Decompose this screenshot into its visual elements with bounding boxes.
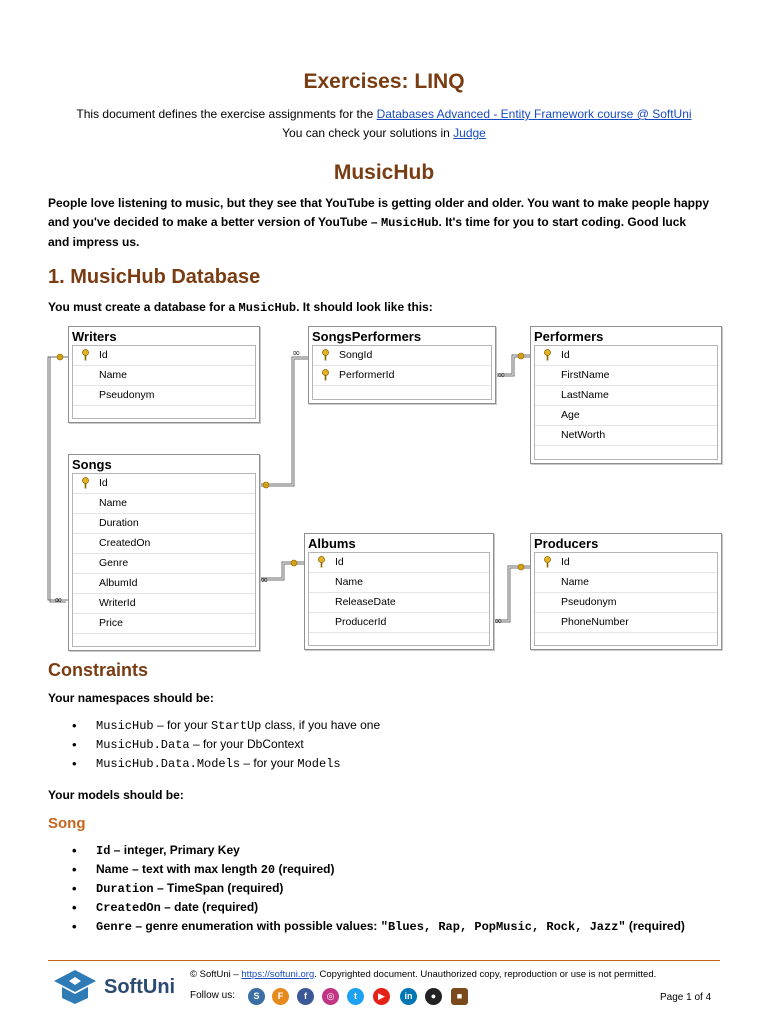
constraints-heading: Constraints bbox=[48, 660, 149, 680]
doc-title: Exercises: LINQ bbox=[303, 70, 465, 93]
column-row: AlbumId bbox=[73, 574, 255, 594]
column-row: Pseudonym bbox=[73, 386, 255, 406]
softuni-url-link[interactable]: https://softuni.org bbox=[241, 969, 315, 980]
list-item: • Duration – TimeSpan (required) bbox=[48, 879, 685, 898]
section-1-heading: 1. MusicHub Database bbox=[48, 266, 261, 288]
copyright-text: © SoftUni – https://softuni.org. Copyrighted document. Unauthorized copy, reproduction or use is not permitted. bbox=[190, 969, 657, 980]
key-icon bbox=[518, 353, 524, 359]
producer-album-line bbox=[492, 566, 530, 620]
youtube-icon[interactable]: ▶ bbox=[373, 988, 390, 1005]
key-icon bbox=[518, 564, 524, 570]
infinity-icon: ∞ bbox=[54, 595, 63, 606]
namespaces-list bbox=[48, 716, 380, 773]
column-row: Id bbox=[309, 553, 489, 573]
table-albums[interactable]: Albums Id Name ReleaseDate ProducerId bbox=[304, 533, 494, 650]
column-row: Id bbox=[73, 474, 255, 494]
list-item: • MusicHub.Data – for your DbContext bbox=[48, 735, 380, 754]
column-row: Name bbox=[535, 573, 717, 593]
footer-divider bbox=[48, 960, 720, 961]
section-1-text: You must create a database for a MusicHub. It should look like this: bbox=[48, 300, 433, 315]
column-row: Pseudonym bbox=[535, 593, 717, 613]
column-row: Name bbox=[73, 366, 255, 386]
song-properties-list bbox=[48, 841, 685, 936]
key-icon bbox=[263, 482, 269, 488]
musichub-heading: MusicHub bbox=[333, 161, 435, 184]
table-performers[interactable]: Performers Id FirstName LastName Age NetWorth bbox=[530, 326, 722, 464]
table-writers[interactable]: Writers Id Name Pseudonym bbox=[68, 326, 260, 423]
column-row: Genre bbox=[73, 554, 255, 574]
key-icon bbox=[291, 560, 297, 566]
twitter-icon[interactable]: t bbox=[347, 988, 364, 1005]
song-songperformer-line bbox=[258, 357, 308, 484]
infinity-icon: ∞ bbox=[494, 616, 503, 627]
blog-icon[interactable]: ■ bbox=[451, 988, 468, 1005]
softuni-logo-icon bbox=[52, 968, 98, 1006]
softuni-logo[interactable] bbox=[52, 968, 182, 1008]
para-line-1: People love listening to music, but they see that YouTube is getting older and older. You want to make people happy bbox=[48, 196, 709, 210]
facebook-icon[interactable]: f bbox=[297, 988, 314, 1005]
column-row: Name bbox=[73, 494, 255, 514]
follow-label: Follow us: bbox=[190, 990, 236, 1001]
column-row: FirstName bbox=[535, 366, 717, 386]
column-row: ReleaseDate bbox=[309, 593, 489, 613]
softuni-social-icon[interactable]: S bbox=[248, 988, 265, 1005]
list-item: • MusicHub.Data.Models – for your Models bbox=[48, 754, 380, 773]
column-row: Duration bbox=[73, 514, 255, 534]
intro-text: This document defines the exercise assignments for the bbox=[76, 107, 377, 121]
judge-link[interactable]: Judge bbox=[453, 126, 486, 140]
instagram-icon[interactable]: ◎ bbox=[322, 988, 339, 1005]
infinity-icon: ∞ bbox=[292, 348, 301, 359]
softuni-foundation-icon[interactable]: F bbox=[272, 988, 289, 1005]
column-row: CreatedOn bbox=[73, 534, 255, 554]
logo-text: SoftUni bbox=[104, 976, 176, 998]
list-item: • CreatedOn – date (required) bbox=[48, 898, 685, 917]
column-row: PerformerId bbox=[313, 366, 491, 386]
column-row: Price bbox=[73, 614, 255, 634]
list-item: • Name – text with max length 20 (required) bbox=[48, 860, 685, 879]
column-row: Id bbox=[535, 553, 717, 573]
list-item: • MusicHub – for your StartUp class, if you have one bbox=[48, 716, 380, 735]
list-item: • Id – integer, Primary Key bbox=[48, 841, 685, 860]
github-icon[interactable]: ● bbox=[425, 988, 442, 1005]
course-link[interactable]: Databases Advanced - Entity Framework course @ SoftUni bbox=[376, 107, 692, 121]
song-heading: Song bbox=[48, 815, 86, 832]
column-row: LastName bbox=[535, 386, 717, 406]
column-row: Name bbox=[309, 573, 489, 593]
intro-text-2: You can check your solutions in bbox=[282, 126, 454, 140]
column-row: SongId bbox=[313, 346, 491, 366]
column-row: NetWorth bbox=[535, 426, 717, 446]
linkedin-icon[interactable]: in bbox=[400, 988, 417, 1005]
page-number: Page 1 of 4 bbox=[660, 992, 712, 1003]
column-row: WriterId bbox=[73, 594, 255, 614]
models-intro: Your models should be: bbox=[48, 788, 184, 802]
writer-song-line bbox=[48, 357, 68, 600]
column-row: Id bbox=[73, 346, 255, 366]
infinity-icon: ∞ bbox=[497, 370, 506, 381]
para-line-2: and you've decided to make a better version of YouTube – MusicHub. It's time for you to start coding. Good luck bbox=[48, 215, 687, 230]
infinity-icon: ∞ bbox=[260, 575, 269, 586]
para-line-3: and impress us. bbox=[48, 235, 140, 249]
column-row: ProducerId bbox=[309, 613, 489, 633]
table-producers[interactable]: Producers Id Name Pseudonym PhoneNumber bbox=[530, 533, 722, 650]
table-songs-performers[interactable]: SongsPerformers SongId PerformerId bbox=[308, 326, 496, 404]
namespaces-intro: Your namespaces should be: bbox=[48, 691, 214, 705]
table-songs[interactable]: Songs Id Name Duration CreatedOn Genre AlbumId WriterId Price bbox=[68, 454, 260, 651]
column-row: Id bbox=[535, 346, 717, 366]
key-icon bbox=[57, 354, 63, 360]
column-row: PhoneNumber bbox=[535, 613, 717, 633]
list-item: • Genre – genre enumeration with possible values: "Blues, Rap, PopMusic, Rock, Jazz" (required) bbox=[48, 917, 685, 936]
column-row: Age bbox=[535, 406, 717, 426]
